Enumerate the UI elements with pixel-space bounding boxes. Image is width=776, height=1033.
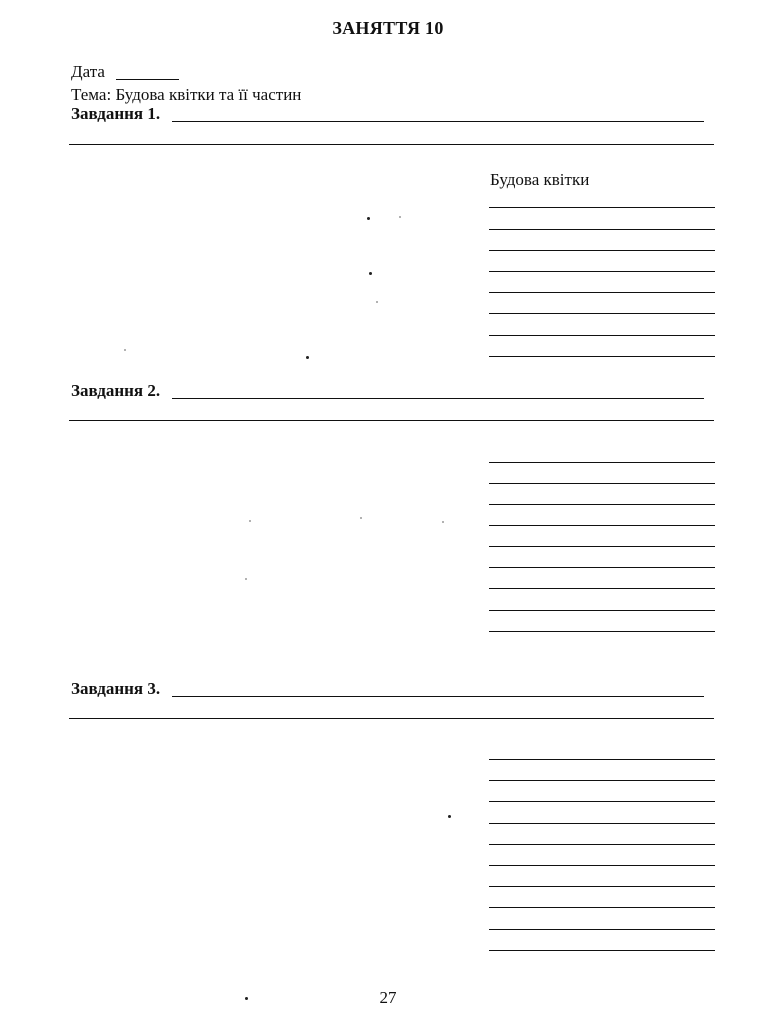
- answer-line[interactable]: [489, 610, 715, 611]
- answer-line[interactable]: [489, 567, 715, 568]
- task-2-blank-line[interactable]: [172, 398, 704, 399]
- answer-line[interactable]: [489, 483, 715, 484]
- task-1-label: Завдання 1.: [71, 104, 161, 123]
- scan-speck: [360, 517, 362, 519]
- answer-line[interactable]: [489, 950, 715, 951]
- answer-line[interactable]: [489, 229, 715, 230]
- page-title: ЗАНЯТТЯ 10: [332, 18, 444, 38]
- answer-line[interactable]: [489, 907, 715, 908]
- scan-speck: [306, 356, 309, 359]
- scan-speck: [367, 217, 370, 220]
- scan-speck: [369, 272, 372, 275]
- scan-speck: [442, 521, 444, 523]
- flower-structure-caption: Будова квітки: [490, 170, 590, 189]
- answer-line[interactable]: [489, 271, 715, 272]
- topic-line: Тема: Будова квітки та її частин: [71, 85, 302, 104]
- date-label: Дата: [71, 62, 105, 81]
- answer-line[interactable]: [489, 865, 715, 866]
- task-1-blank-line[interactable]: [172, 121, 704, 122]
- answer-line[interactable]: [489, 250, 715, 251]
- scan-speck: [124, 349, 126, 351]
- answer-line[interactable]: [489, 759, 715, 760]
- scan-speck: [448, 815, 451, 818]
- answer-line[interactable]: [489, 780, 715, 781]
- answer-line[interactable]: [489, 844, 715, 845]
- answer-line[interactable]: [489, 292, 715, 293]
- task-3-blank-line[interactable]: [172, 696, 704, 697]
- task-2-label: Завдання 2.: [71, 381, 161, 400]
- task-3-continuation-line[interactable]: [69, 718, 714, 719]
- page-number: 27: [379, 988, 397, 1007]
- answer-line[interactable]: [489, 801, 715, 802]
- answer-line[interactable]: [489, 525, 715, 526]
- task-3-label: Завдання 3.: [71, 679, 161, 698]
- answer-line[interactable]: [489, 588, 715, 589]
- answer-line[interactable]: [489, 546, 715, 547]
- scan-speck: [249, 520, 251, 522]
- answer-line[interactable]: [489, 929, 715, 930]
- answer-line[interactable]: [489, 504, 715, 505]
- answer-line[interactable]: [489, 823, 715, 824]
- scan-speck: [399, 216, 401, 218]
- date-blank-line[interactable]: [116, 79, 179, 80]
- task-1-continuation-line[interactable]: [69, 144, 714, 145]
- answer-line[interactable]: [489, 313, 715, 314]
- scan-speck: [376, 301, 378, 303]
- answer-line[interactable]: [489, 207, 715, 208]
- task-2-continuation-line[interactable]: [69, 420, 714, 421]
- answer-line[interactable]: [489, 886, 715, 887]
- scan-speck: [245, 578, 247, 580]
- answer-line[interactable]: [489, 631, 715, 632]
- answer-line[interactable]: [489, 335, 715, 336]
- answer-line[interactable]: [489, 356, 715, 357]
- answer-line[interactable]: [489, 462, 715, 463]
